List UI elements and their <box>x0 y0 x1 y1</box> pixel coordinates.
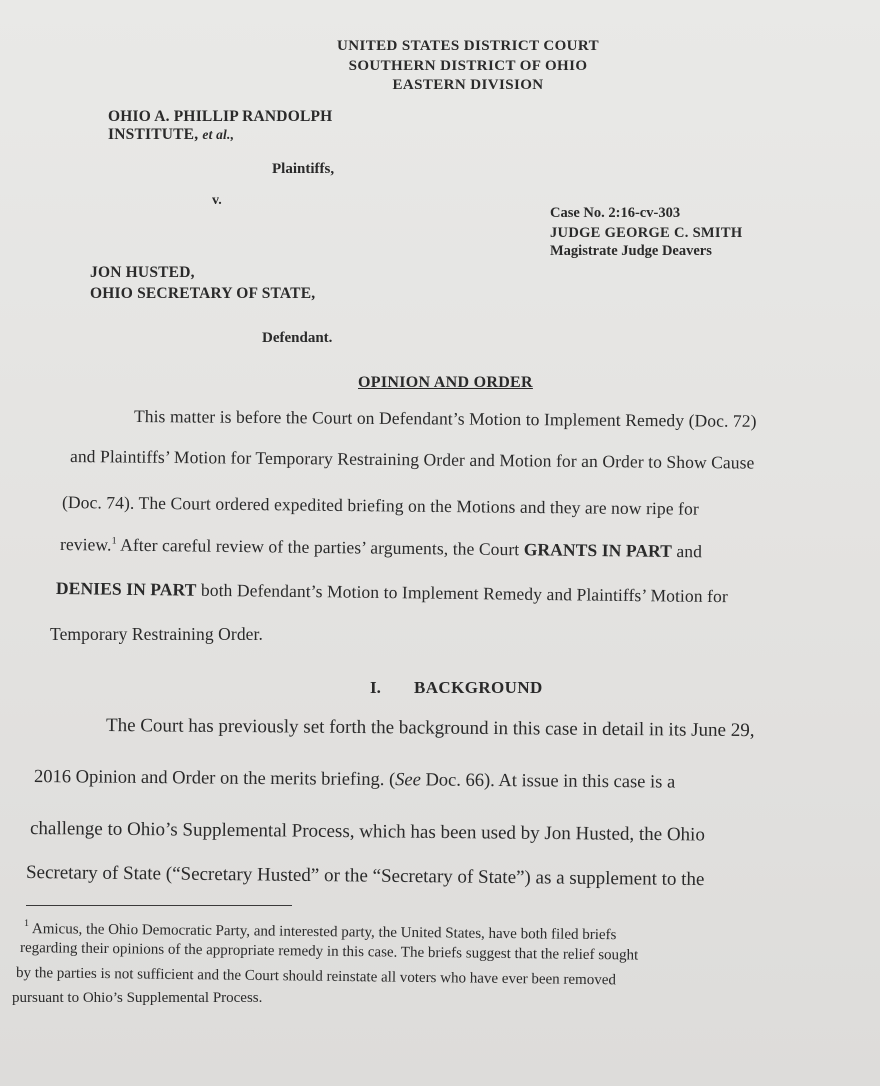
defendant-name-line2: OHIO SECRETARY OF STATE, <box>90 285 316 302</box>
section-numeral: I. <box>370 678 381 697</box>
grants-in-part: GRANTS IN PART <box>523 539 673 561</box>
intro-review: review. <box>59 534 112 555</box>
intro-line-5 <box>56 578 728 607</box>
court-district: SOUTHERN DISTRICT OF OHIO <box>348 58 588 74</box>
intro-line-1: This matter is before the Court on Defendant’s Motion to Implement Remedy (Doc. 72) <box>133 406 757 431</box>
defendant-label: Defendant. <box>262 330 333 346</box>
plaintiffs-label: Plaintiffs, <box>272 161 335 177</box>
footnote-amicus: Amicus, the Ohio Democratic Party, and interested party, the United States, have both filed briefs <box>28 921 617 944</box>
defendant-name-line1: JON HUSTED, <box>90 264 195 281</box>
background-see: See <box>395 770 421 791</box>
intro-line-6: Temporary Restraining Order. <box>50 624 263 644</box>
court-name: UNITED STATES DISTRICT COURT <box>337 38 599 54</box>
denies-in-part: DENIES IN PART <box>55 578 197 600</box>
judge-name: JUDGE GEORGE C. SMITH <box>550 225 743 241</box>
magistrate-judge: Magistrate Judge Deavers <box>550 243 712 259</box>
versus: v. <box>212 193 222 208</box>
intro-and: and <box>671 540 703 562</box>
footnote-marker: 1 <box>23 918 30 930</box>
background-line-1: The Court has previously set forth the background in this case in detail in its June 29, <box>105 715 755 742</box>
plaintiff-name-line1: OHIO A. PHILLIP RANDOLPH <box>108 108 333 125</box>
intro-line-3: (Doc. 74). The Court ordered expedited briefing on the Motions and they are now ripe for <box>61 492 699 519</box>
intro-line-4 <box>60 534 702 562</box>
footnote-line-3: by the parties is not sufficient and the Court should reinstate all voters who have ever been removed <box>15 965 617 989</box>
background-line-2 <box>34 767 675 794</box>
footnote-line-4: pursuant to Ohio’s Supplemental Process. <box>12 990 263 1006</box>
footnote-line-2: regarding their opinions of the appropriate remedy in this case. The briefs suggest that the relief sought <box>19 940 639 964</box>
plaintiff-etal: et al., <box>202 127 235 142</box>
footnote-ref: 1 <box>111 535 117 547</box>
background-line-4: Secretary of State (“Secretary Husted” or the “Secretary of State”) as a supplement to the <box>25 862 705 891</box>
intro-careful-review: After careful review of the parties’ arguments, the Court <box>116 534 524 560</box>
section-heading: BACKGROUND <box>414 678 543 697</box>
plaintiff-name-line2 <box>108 126 234 144</box>
document-title: OPINION AND ORDER <box>358 374 533 391</box>
plaintiff-institute: INSTITUTE, <box>108 126 199 143</box>
intro-both-motions: both Defendant’s Motion to Implement Remedy and Plaintiffs’ Motion for <box>196 579 728 607</box>
background-line-3: challenge to Ohio’s Supplemental Process, which has been used by Jon Husted, the Ohio <box>29 818 705 846</box>
court-division: EASTERN DIVISION <box>392 77 544 93</box>
footnote-separator <box>26 905 292 906</box>
case-number: Case No. 2:16-cv-303 <box>550 205 681 221</box>
background-at-issue: Doc. 66). At issue in this case is a <box>420 770 676 793</box>
background-opinion: 2016 Opinion and Order on the merits briefing. ( <box>33 767 396 791</box>
intro-line-2: and Plaintiffs’ Motion for Temporary Restraining Order and Motion for an Order to Show Cause <box>69 446 755 473</box>
